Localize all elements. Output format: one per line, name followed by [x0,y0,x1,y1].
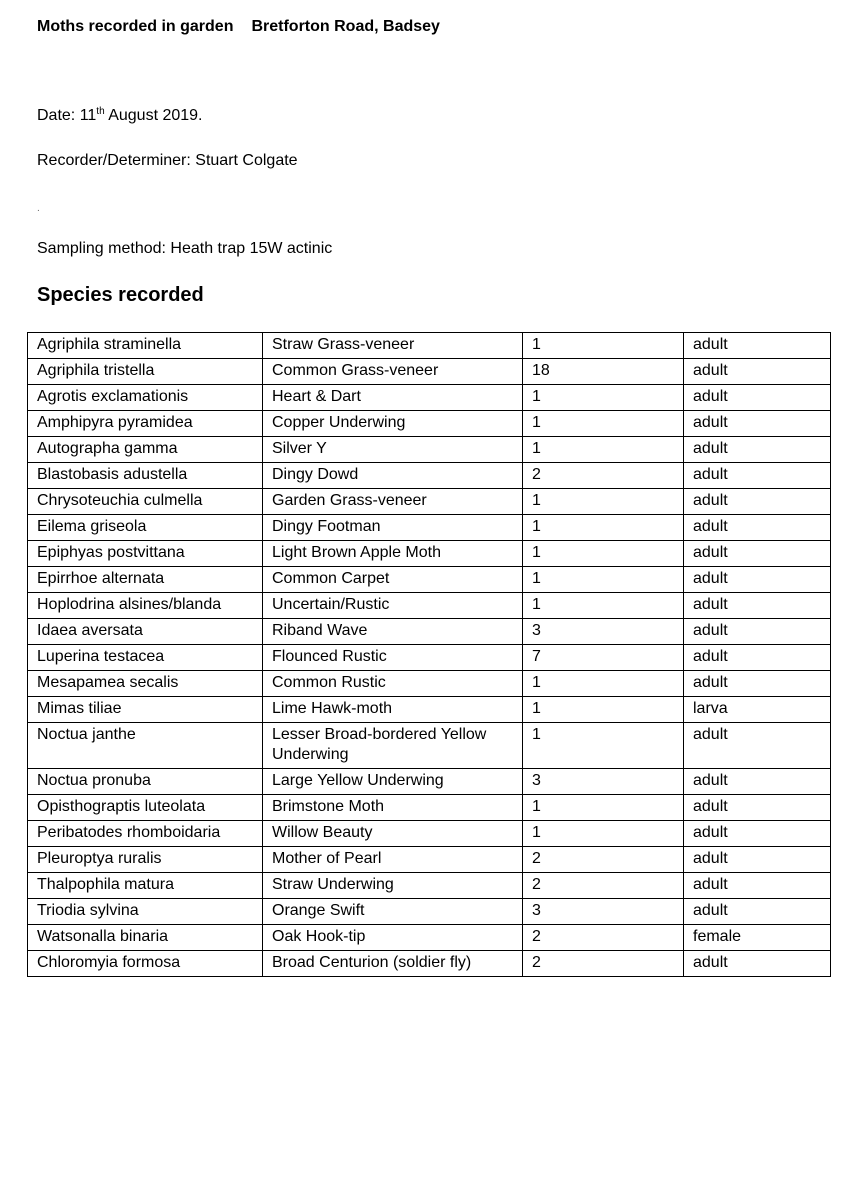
life-stage-cell: adult [684,723,831,769]
common-name-cell: Large Yellow Underwing [263,769,523,795]
table-row [28,899,831,925]
table-row [28,385,831,411]
common-name-cell: Orange Swift [263,899,523,925]
table-row [28,515,831,541]
table-row [28,645,831,671]
count-cell: 3 [523,769,684,795]
life-stage-cell: adult [684,619,831,645]
table-row [28,541,831,567]
section-title: Species recorded [37,284,204,306]
scientific-name-cell: Eilema griseola [28,515,263,541]
common-name-cell: Common Rustic [263,671,523,697]
scientific-name-cell: Watsonalla binaria [28,925,263,951]
table-row [28,567,831,593]
life-stage-cell: adult [684,645,831,671]
table-row [28,847,831,873]
table-row [28,593,831,619]
recorder-line: Recorder/Determiner: Stuart Colgate [37,152,298,169]
life-stage-cell: adult [684,951,831,977]
life-stage-cell: adult [684,489,831,515]
count-cell: 1 [523,593,684,619]
count-cell: 1 [523,697,684,723]
life-stage-cell: adult [684,385,831,411]
common-name-cell: Willow Beauty [263,821,523,847]
count-cell: 1 [523,437,684,463]
count-cell: 1 [523,515,684,541]
count-cell: 2 [523,925,684,951]
common-name-cell: Dingy Dowd [263,463,523,489]
table-row [28,671,831,697]
table-row [28,437,831,463]
table-row [28,359,831,385]
common-name-cell: Oak Hook-tip [263,925,523,951]
table-row [28,873,831,899]
common-name-cell: Common Carpet [263,567,523,593]
life-stage-cell: adult [684,821,831,847]
common-name-cell: Lesser Broad-bordered Yellow Underwing [263,723,523,769]
scientific-name-cell: Chloromyia formosa [28,951,263,977]
scientific-name-cell: Noctua janthe [28,723,263,769]
scientific-name-cell: Amphipyra pyramidea [28,411,263,437]
life-stage-cell: adult [684,359,831,385]
scientific-name-cell: Mesapamea secalis [28,671,263,697]
scientific-name-cell: Agriphila tristella [28,359,263,385]
life-stage-cell: adult [684,437,831,463]
scientific-name-cell: Peribatodes rhomboidaria [28,821,263,847]
count-cell: 7 [523,645,684,671]
table-row [28,951,831,977]
count-cell: 2 [523,951,684,977]
life-stage-cell: adult [684,541,831,567]
count-cell: 1 [523,671,684,697]
count-cell: 18 [523,359,684,385]
common-name-cell: Mother of Pearl [263,847,523,873]
scientific-name-cell: Thalpophila matura [28,873,263,899]
common-name-cell: Lime Hawk-moth [263,697,523,723]
life-stage-cell: adult [684,593,831,619]
table-row [28,925,831,951]
common-name-cell: Silver Y [263,437,523,463]
count-cell: 1 [523,385,684,411]
date-ordinal-suffix: th [96,106,105,117]
scientific-name-cell: Pleuroptya ruralis [28,847,263,873]
count-cell: 2 [523,873,684,899]
table-row [28,411,831,437]
common-name-cell: Straw Underwing [263,873,523,899]
table-row [28,723,831,769]
count-cell: 2 [523,847,684,873]
scientific-name-cell: Agriphila straminella [28,333,263,359]
life-stage-cell: adult [684,567,831,593]
scientific-name-cell: Blastobasis adustella [28,463,263,489]
count-cell: 1 [523,411,684,437]
table-row [28,697,831,723]
scientific-name-cell: Epirrhoe alternata [28,567,263,593]
table-row [28,769,831,795]
count-cell: 3 [523,619,684,645]
date-line [37,107,203,125]
life-stage-cell: adult [684,515,831,541]
life-stage-cell: adult [684,671,831,697]
life-stage-cell: adult [684,411,831,437]
count-cell: 3 [523,899,684,925]
table-row [28,463,831,489]
life-stage-cell: adult [684,769,831,795]
table-row [28,795,831,821]
table-row [28,489,831,515]
scientific-name-cell: Hoplodrina alsines/blanda [28,593,263,619]
scientific-name-cell: Triodia sylvina [28,899,263,925]
common-name-cell: Garden Grass-veneer [263,489,523,515]
location-text: Bretforton Road, Badsey [251,18,440,35]
common-name-cell: Heart & Dart [263,385,523,411]
table-row [28,821,831,847]
common-name-cell: Copper Underwing [263,411,523,437]
common-name-cell: Straw Grass-veneer [263,333,523,359]
count-cell: 1 [523,541,684,567]
scientific-name-cell: Opisthograptis luteolata [28,795,263,821]
table-row [28,619,831,645]
count-cell: 1 [523,489,684,515]
scientific-name-cell: Noctua pronuba [28,769,263,795]
date-label: Date: 11 [37,107,97,124]
scientific-name-cell: Agrotis exclamationis [28,385,263,411]
count-cell: 1 [523,567,684,593]
scientific-name-cell: Chrysoteuchia culmella [28,489,263,515]
document-heading [37,18,440,36]
stray-mark: . [37,203,40,214]
common-name-cell: Brimstone Moth [263,795,523,821]
common-name-cell: Light Brown Apple Moth [263,541,523,567]
scientific-name-cell: Luperina testacea [28,645,263,671]
life-stage-cell: female [684,925,831,951]
count-cell: 1 [523,821,684,847]
sampling-method-line: Sampling method: Heath trap 15W actinic [37,240,333,257]
life-stage-cell: adult [684,795,831,821]
life-stage-cell: adult [684,847,831,873]
scientific-name-cell: Epiphyas postvittana [28,541,263,567]
life-stage-cell: larva [684,697,831,723]
count-cell: 2 [523,463,684,489]
common-name-cell: Dingy Footman [263,515,523,541]
scientific-name-cell: Idaea aversata [28,619,263,645]
count-cell: 1 [523,333,684,359]
species-table [27,332,831,977]
common-name-cell: Flounced Rustic [263,645,523,671]
document-title: Moths recorded in garden [37,18,234,35]
common-name-cell: Broad Centurion (soldier fly) [263,951,523,977]
count-cell: 1 [523,723,684,769]
species-table-body [28,333,831,977]
life-stage-cell: adult [684,873,831,899]
common-name-cell: Common Grass-veneer [263,359,523,385]
date-rest: August 2019. [104,107,203,124]
common-name-cell: Uncertain/Rustic [263,593,523,619]
scientific-name-cell: Autographa gamma [28,437,263,463]
life-stage-cell: adult [684,899,831,925]
table-row [28,333,831,359]
life-stage-cell: adult [684,463,831,489]
life-stage-cell: adult [684,333,831,359]
count-cell: 1 [523,795,684,821]
scientific-name-cell: Mimas tiliae [28,697,263,723]
common-name-cell: Riband Wave [263,619,523,645]
